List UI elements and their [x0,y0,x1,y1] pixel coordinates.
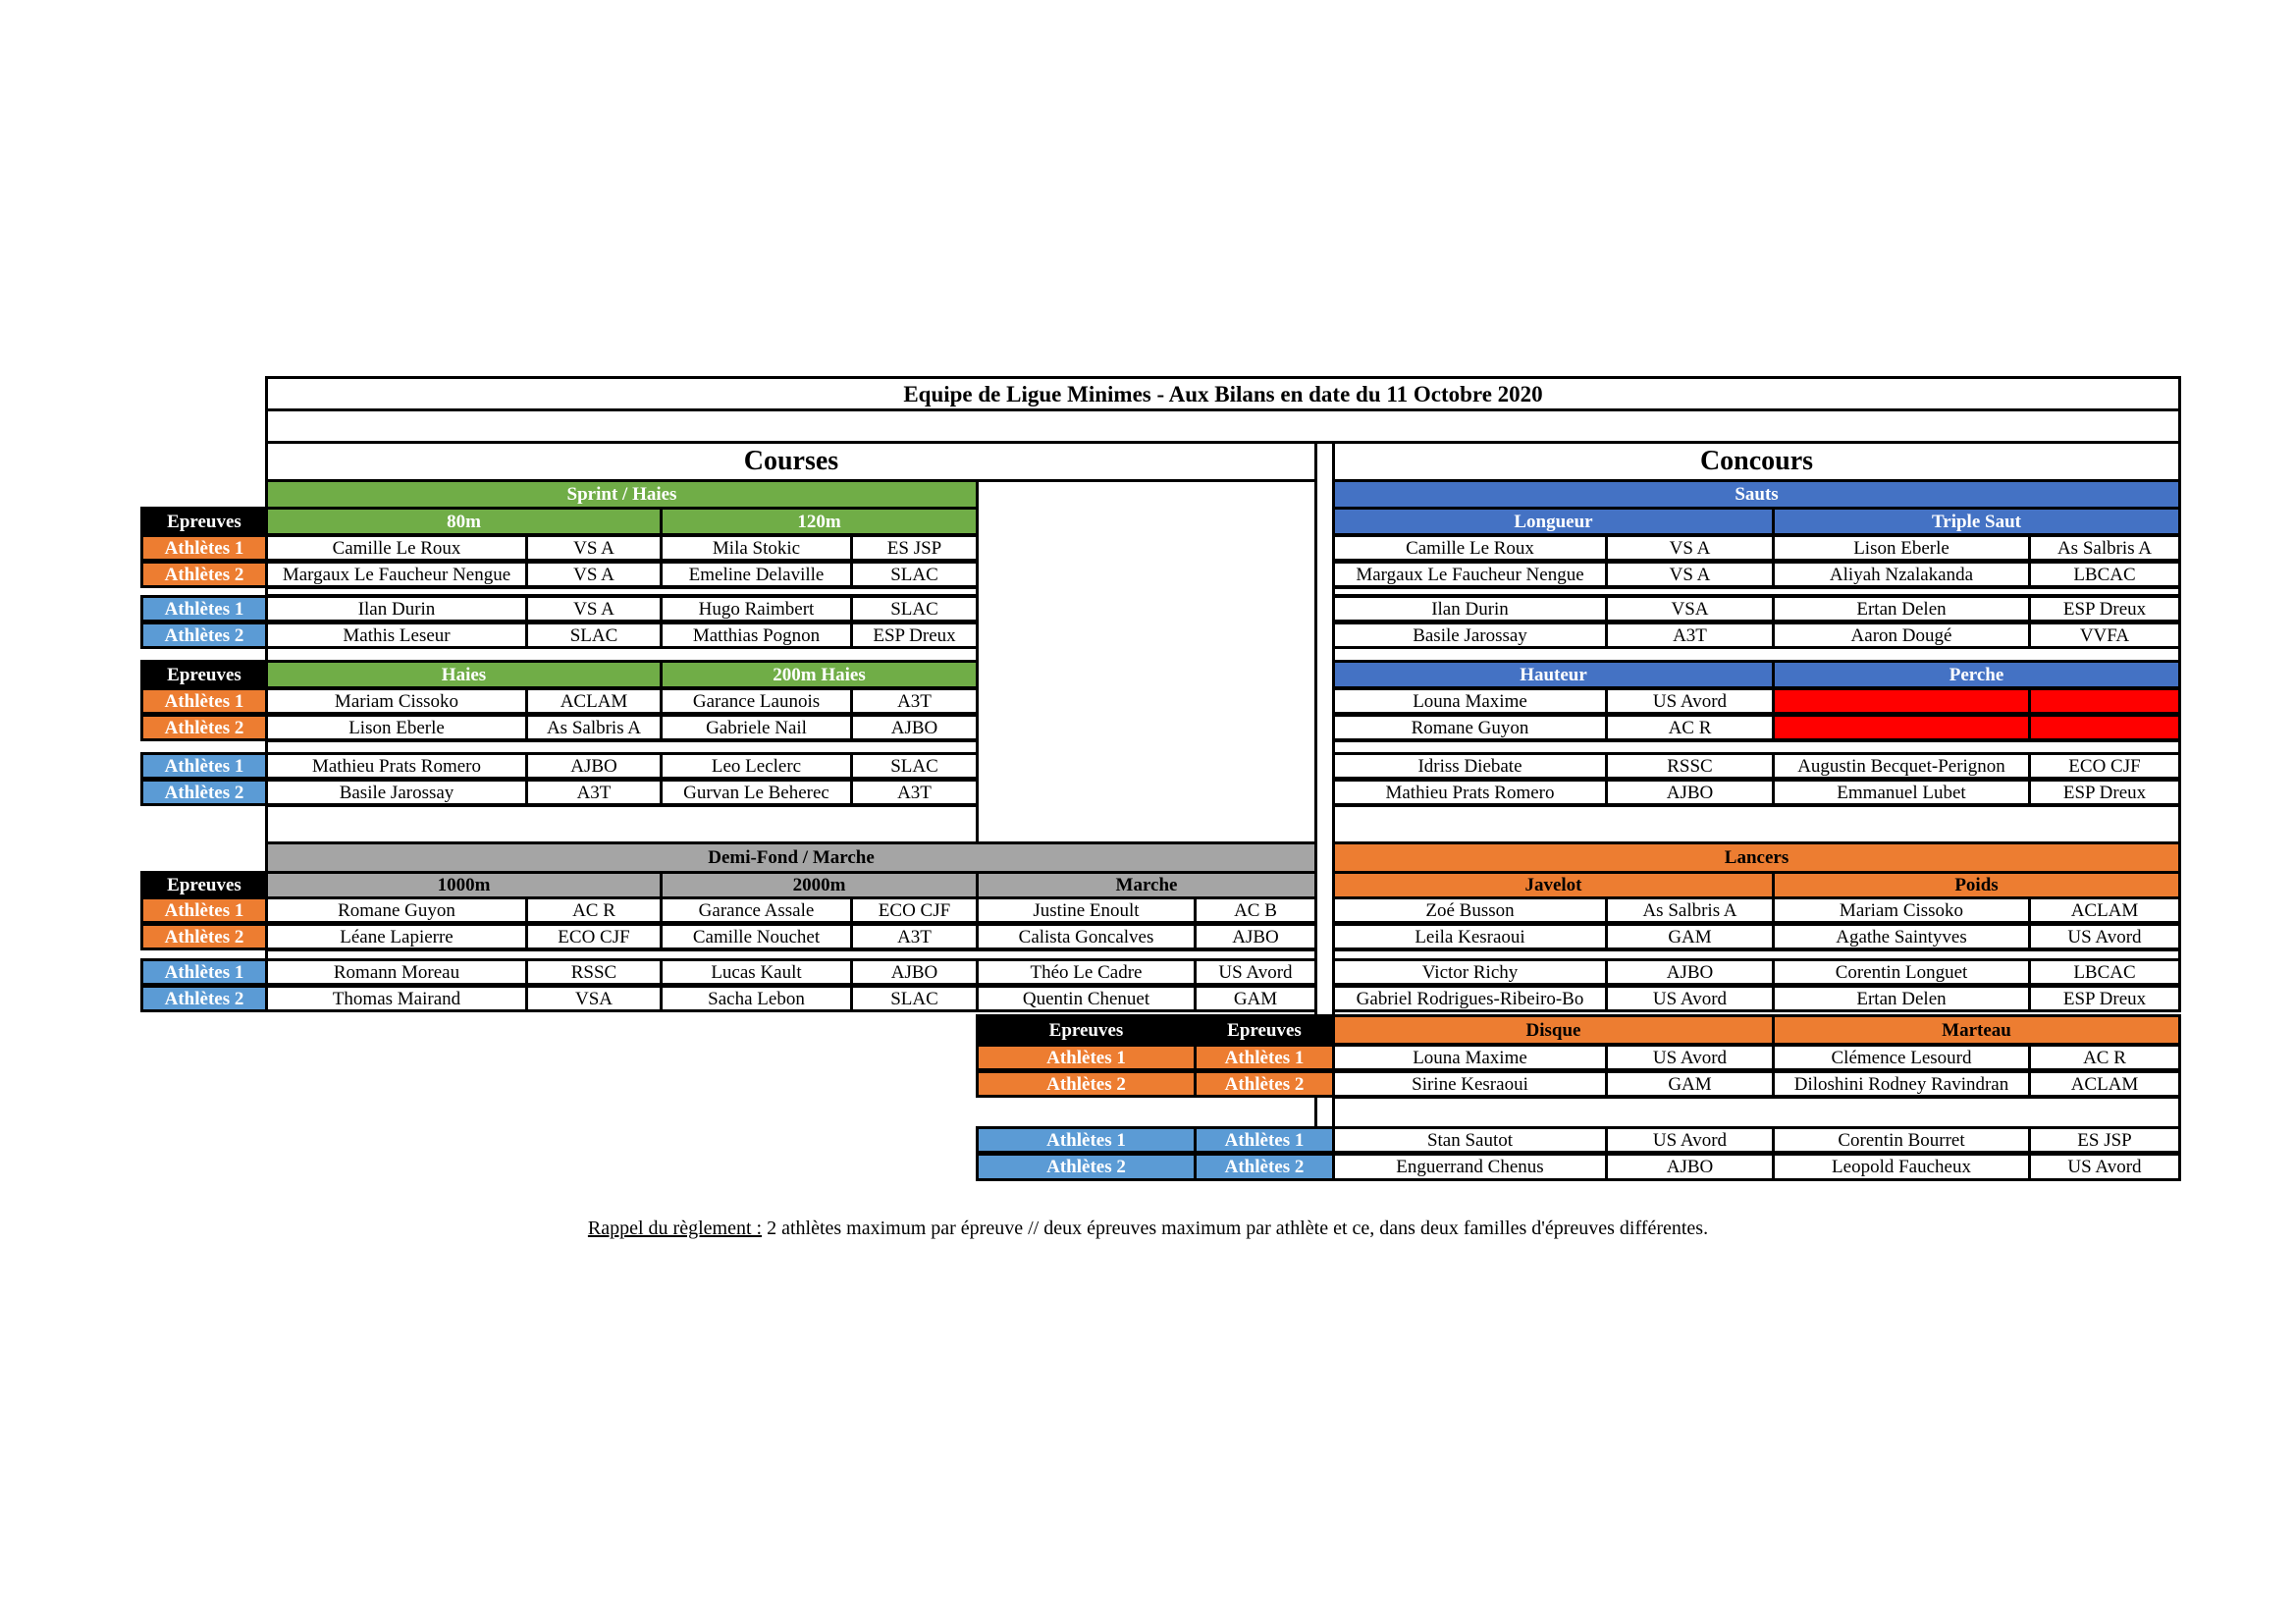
athlete-club-empty [2028,714,2181,741]
athlete-2-boys-label: Athlètes 2 [140,622,268,649]
athlete-name: Zoé Busson [1332,896,1608,924]
athlete-name: Quentin Chenuet [976,985,1197,1012]
athlete-2-girls-label: Athlètes 2 [140,714,268,741]
event-80m-header: 80m [265,507,663,536]
athlete-name: Camille Nouchet [660,923,853,950]
athlete-name: Romann Moreau [265,958,528,986]
spacer-row [1332,804,2181,844]
athlete-club: SLAC [850,595,979,623]
athlete-club: AJBO [525,752,663,780]
athlete-club: VS A [525,534,663,562]
athlete-club: ESP Dreux [2028,595,2181,623]
athlete-name: Ilan Durin [1332,595,1608,623]
athlete-club-empty [2028,687,2181,715]
athlete-name: Gurvan Le Beherec [660,779,853,806]
athlete-club: ACLAM [2028,896,2181,924]
athlete-club: A3T [850,687,979,715]
athlete-2-girls-label: Athlètes 2 [976,1070,1197,1098]
athlete-name: Lucas Kault [660,958,853,986]
athlete-name: Margaux Le Faucheur Nengue [265,561,528,588]
athlete-name: Enguerrand Chenus [1332,1153,1608,1181]
athlete-name: Diloshini Rodney Ravindran [1772,1070,2031,1098]
athlete-club: ESP Dreux [2028,779,2181,806]
athlete-club: AJBO [1605,958,1775,986]
athlete-club: LBCAC [2028,561,2181,588]
athlete-name: Ertan Delen [1772,595,2031,623]
spacer-row [265,408,2181,444]
athlete-name: Victor Richy [1332,958,1608,986]
athlete-club: VVFA [2028,622,2181,649]
athlete-club: As Salbris A [2028,534,2181,562]
athlete-club: US Avord [1605,687,1775,715]
athlete-club: US Avord [1605,1044,1775,1071]
rules-note-text: 2 athlètes maximum par épreuve // deux épreuves maximum par athlète et ce, dans deux familles d'épreuves différentes. [762,1218,1709,1239]
athlete-name: Gabriel Rodrigues-Ribeiro-Bo [1332,985,1608,1012]
athlete-club: RSSC [525,958,663,986]
athlete-name: Louna Maxime [1332,1044,1608,1071]
athlete-club: ES JSP [850,534,979,562]
athlete-name: Ilan Durin [265,595,528,623]
spacer-row [1332,1096,2181,1129]
event-hauteur-header: Hauteur [1332,660,1775,689]
epreuves-label: Epreuves [976,1014,1197,1046]
athlete-name: Stan Sautot [1332,1126,1608,1154]
athlete-club: ACLAM [525,687,663,715]
athlete-club: VSA [525,985,663,1012]
athlete-club: AJBO [1194,923,1317,950]
athlete-name-empty [1772,687,2031,715]
courses-title: Courses [265,441,1317,482]
athlete-name: Mathieu Prats Romero [265,752,528,780]
athlete-club: A3T [1605,622,1775,649]
athlete-name: Corentin Bourret [1772,1126,2031,1154]
athlete-name-empty [1772,714,2031,741]
athlete-name: Leila Kesraoui [1332,923,1608,950]
athlete-club: AJBO [1605,779,1775,806]
athlete-club: AJBO [1605,1153,1775,1181]
athlete-club: ES JSP [2028,1126,2181,1154]
concours-title: Concours [1332,441,2181,482]
athlete-club: SLAC [850,561,979,588]
athlete-club: ESP Dreux [2028,985,2181,1012]
event-marteau-header: Marteau [1772,1014,2181,1046]
event-triple-saut-header: Triple Saut [1772,507,2181,536]
athlete-club: A3T [850,923,979,950]
athlete-name: Léane Lapierre [265,923,528,950]
athlete-name: Ertan Delen [1772,985,2031,1012]
page-title: Equipe de Ligue Minimes - Aux Bilans en date du 11 Octobre 2020 [265,376,2181,411]
event-javelot-header: Javelot [1332,871,1775,899]
athlete-name: Corentin Longuet [1772,958,2031,986]
epreuves-label: Epreuves [140,660,268,689]
athlete-1-boys-label: Athlètes 1 [976,1126,1197,1154]
athlete-name: Basile Jarossay [265,779,528,806]
athlete-1-boys-label: Athlètes 1 [140,752,268,780]
athlete-2-girls-label: Athlètes 2 [1194,1070,1335,1098]
athlete-2-boys-label: Athlètes 2 [1194,1153,1335,1181]
athlete-name: Théo Le Cadre [976,958,1197,986]
event-marche-header: Marche [976,871,1317,899]
athlete-club: VS A [525,595,663,623]
athlete-2-girls-label: Athlètes 2 [140,561,268,588]
athlete-club: ECO CJF [525,923,663,950]
rules-note-prefix: Rappel du règlement : [587,1218,763,1239]
athlete-club: As Salbris A [1605,896,1775,924]
athlete-name: Leopold Faucheux [1772,1153,2031,1181]
event-120m-header: 120m [660,507,979,536]
epreuves-label: Epreuves [140,507,268,536]
athlete-club: US Avord [2028,1153,2181,1181]
athlete-name: Lison Eberle [1772,534,2031,562]
athlete-club: RSSC [1605,752,1775,780]
athlete-club: US Avord [1605,1126,1775,1154]
sprint-haies-header: Sprint / Haies [265,479,979,510]
athlete-club: SLAC [850,985,979,1012]
athlete-1-girls-label: Athlètes 1 [140,896,268,924]
athlete-name: Sirine Kesraoui [1332,1070,1608,1098]
athlete-name: Thomas Mairand [265,985,528,1012]
athlete-name: Romane Guyon [1332,714,1608,741]
athlete-club: GAM [1194,985,1317,1012]
athlete-2-girls-label: Athlètes 2 [140,923,268,950]
athlete-club: VS A [1605,561,1775,588]
athlete-name: Garance Assale [660,896,853,924]
event-haies-header: Haies [265,660,663,689]
event-1000m-header: 1000m [265,871,663,899]
athlete-club: VSA [1605,595,1775,623]
athlete-name: Romane Guyon [265,896,528,924]
athlete-club: ACLAM [2028,1070,2181,1098]
athlete-club: AC B [1194,896,1317,924]
event-poids-header: Poids [1772,871,2181,899]
event-disque-header: Disque [1332,1014,1775,1046]
event-perche-header: Perche [1772,660,2181,689]
athlete-1-girls-label: Athlètes 1 [976,1044,1197,1071]
athlete-club: ECO CJF [850,896,979,924]
athlete-club: AC R [2028,1044,2181,1071]
athlete-name: Matthias Pognon [660,622,853,649]
athlete-club: GAM [1605,923,1775,950]
athlete-name: Calista Goncalves [976,923,1197,950]
athlete-club: AJBO [850,714,979,741]
athlete-name: Basile Jarossay [1332,622,1608,649]
athlete-club: A3T [525,779,663,806]
athlete-2-boys-label: Athlètes 2 [140,779,268,806]
athlete-name: Gabriele Nail [660,714,853,741]
athlete-name: Clémence Lesourd [1772,1044,2031,1071]
athlete-club: ESP Dreux [850,622,979,649]
athlete-club: AC R [1605,714,1775,741]
event-200m-haies-header: 200m Haies [660,660,979,689]
athlete-name: Aliyah Nzalakanda [1772,561,2031,588]
rules-note [0,1218,2296,1240]
athlete-name: Sacha Lebon [660,985,853,1012]
athlete-name: Justine Enoult [976,896,1197,924]
athlete-name: Emeline Delaville [660,561,853,588]
athlete-club: GAM [1605,1070,1775,1098]
athlete-2-boys-label: Athlètes 2 [140,985,268,1012]
athlete-name: Agathe Saintyves [1772,923,2031,950]
athlete-1-girls-label: Athlètes 1 [1194,1044,1335,1071]
athlete-club: A3T [850,779,979,806]
athlete-name: Mathis Leseur [265,622,528,649]
athlete-name: Mariam Cissoko [265,687,528,715]
athlete-name: Mila Stokic [660,534,853,562]
athlete-club: US Avord [2028,923,2181,950]
athlete-club: ECO CJF [2028,752,2181,780]
athlete-1-boys-label: Athlètes 1 [140,958,268,986]
athlete-name: Lison Eberle [265,714,528,741]
athlete-1-girls-label: Athlètes 1 [140,534,268,562]
athlete-name: Idriss Diebate [1332,752,1608,780]
spacer-row [265,804,979,844]
athlete-club: LBCAC [2028,958,2181,986]
athlete-1-boys-label: Athlètes 1 [1194,1126,1335,1154]
sauts-header: Sauts [1332,479,2181,510]
athlete-name: Augustin Becquet-Perignon [1772,752,2031,780]
athlete-name: Margaux Le Faucheur Nengue [1332,561,1608,588]
athlete-club: AC R [525,896,663,924]
epreuves-label: Epreuves [140,871,268,899]
athlete-name: Mariam Cissoko [1772,896,2031,924]
event-longueur-header: Longueur [1332,507,1775,536]
athlete-name: Emmanuel Lubet [1772,779,2031,806]
athlete-name: Leo Leclerc [660,752,853,780]
epreuves-label: Epreuves [1194,1014,1335,1046]
athlete-club: VS A [525,561,663,588]
lancers-header: Lancers [1332,841,2181,874]
athlete-name: Louna Maxime [1332,687,1608,715]
athlete-name: Garance Launois [660,687,853,715]
athlete-name: Hugo Raimbert [660,595,853,623]
demifond-header: Demi-Fond / Marche [265,841,1317,874]
athlete-club: SLAC [850,752,979,780]
athlete-name: Camille Le Roux [265,534,528,562]
athlete-1-girls-label: Athlètes 1 [140,687,268,715]
athlete-name: Aaron Dougé [1772,622,2031,649]
athlete-club: SLAC [525,622,663,649]
athlete-club: US Avord [1194,958,1317,986]
athlete-club: AJBO [850,958,979,986]
event-2000m-header: 2000m [660,871,979,899]
athlete-club: US Avord [1605,985,1775,1012]
athlete-club: As Salbris A [525,714,663,741]
empty-block [976,479,1317,844]
athlete-2-boys-label: Athlètes 2 [976,1153,1197,1181]
athlete-club: VS A [1605,534,1775,562]
athlete-name: Camille Le Roux [1332,534,1608,562]
athlete-1-boys-label: Athlètes 1 [140,595,268,623]
athlete-name: Mathieu Prats Romero [1332,779,1608,806]
